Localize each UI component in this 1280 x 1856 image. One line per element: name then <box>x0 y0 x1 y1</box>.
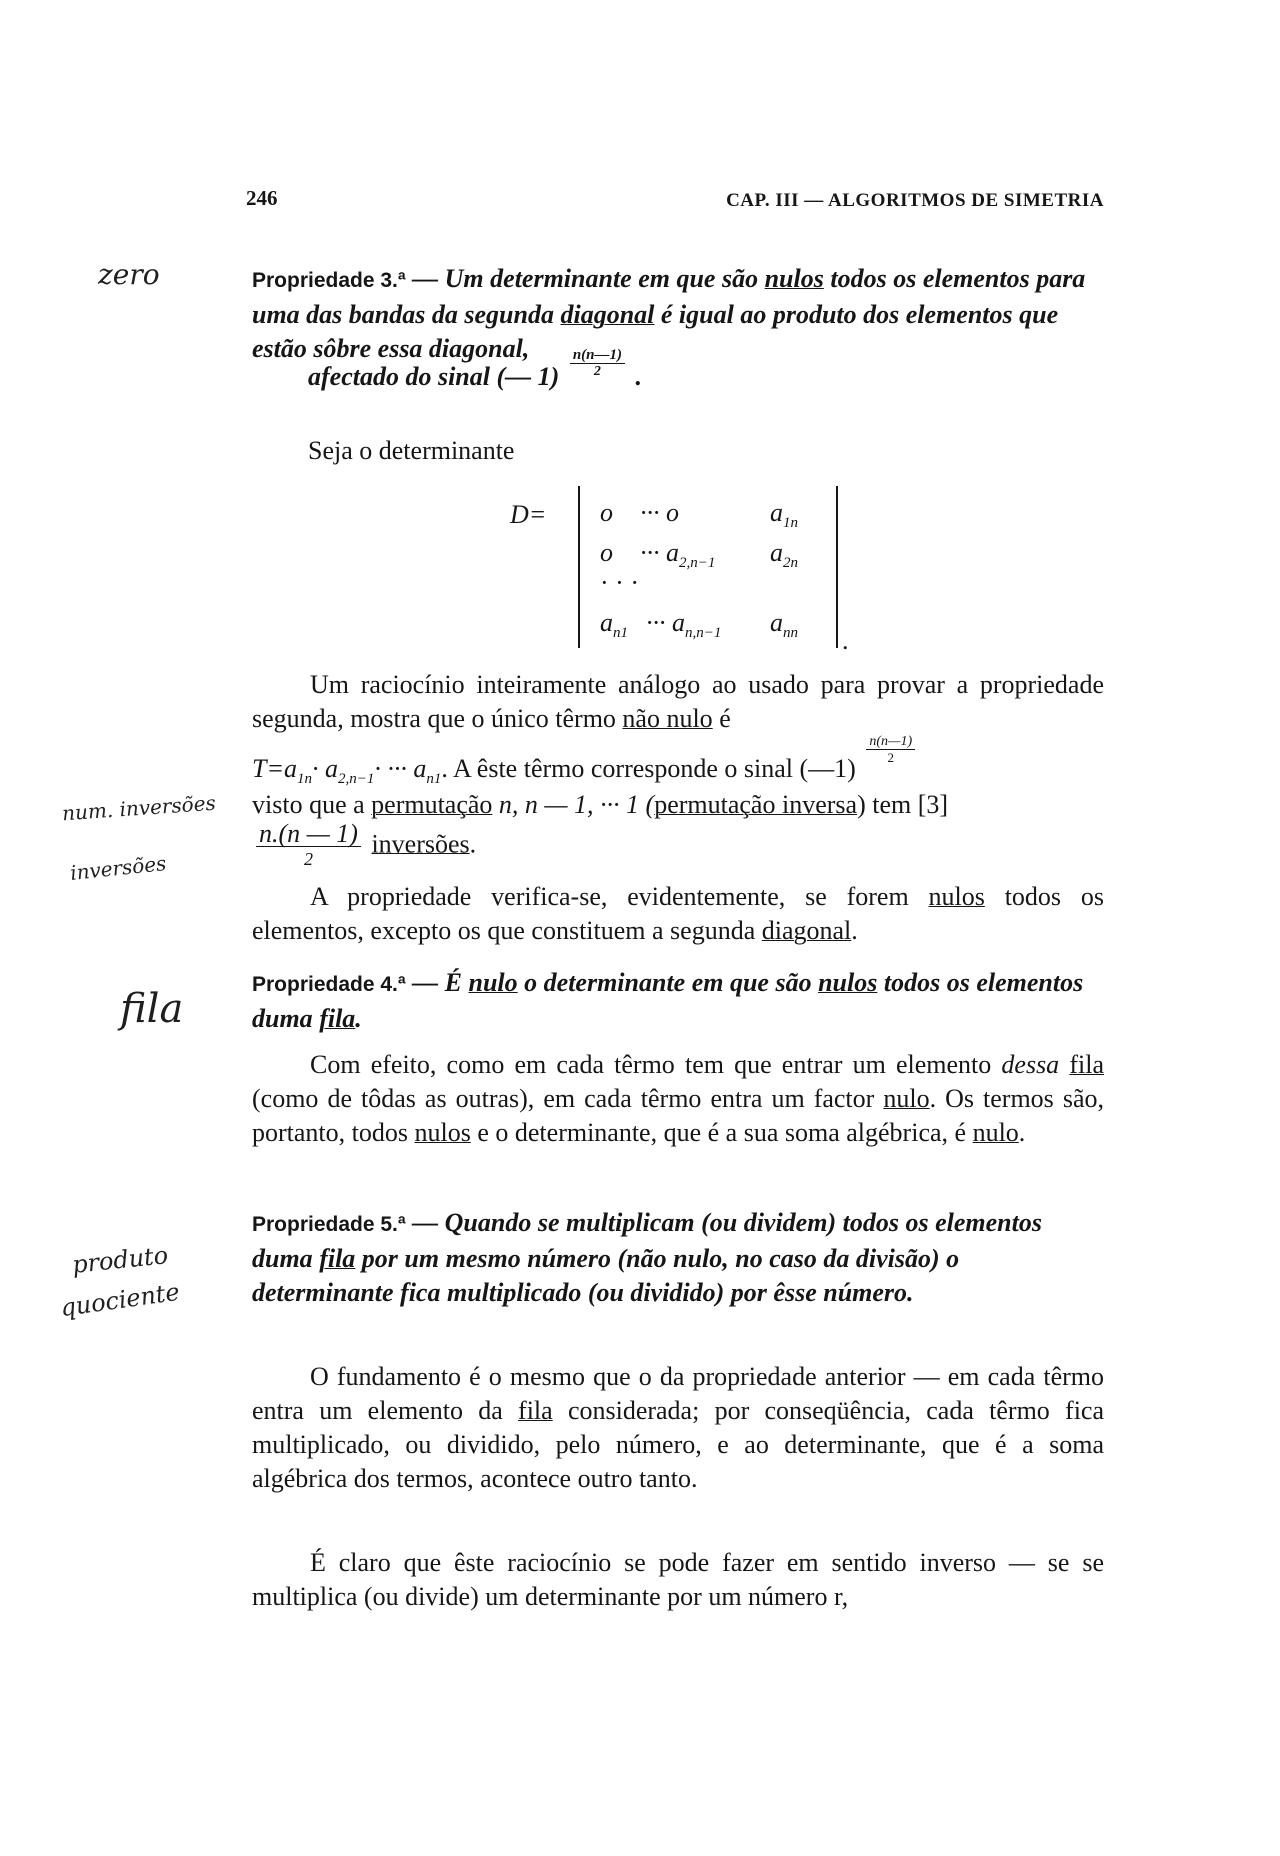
margin-note-zero: zero <box>98 258 160 291</box>
para1-permutacao: permutação <box>371 790 493 819</box>
det-cell-r2c2 <box>640 538 715 572</box>
chapter-title: CAP. III — ALGORITMOS DE SIMETRIA <box>726 190 1104 211</box>
para4-text-b: considerada; por conseqüência, cada têrmo fica multiplicado, ou dividido, pelo número, e ao determinante, que é a soma algébrica dos termos, acontece outro tanto. <box>252 1396 1104 1493</box>
seja-text: Seja o determinante <box>308 436 515 465</box>
para3-text-c: . Os termos são, portanto, todos <box>252 1084 1104 1147</box>
para1-exp-den: 2 <box>887 749 894 765</box>
property-3-text-a: Um determinante em que são <box>444 264 765 293</box>
para3-dessa: dessa <box>1001 1050 1060 1079</box>
det-r1c3-sub: 1n <box>783 515 798 531</box>
det-cell-r1c3 <box>770 498 798 532</box>
det-r4c3-sub: nn <box>783 625 798 641</box>
para3-text-e: . <box>1018 1118 1026 1147</box>
property-3-exponent-den: 2 <box>593 363 601 379</box>
property-3-sign-exponent <box>570 347 625 380</box>
property-4-nulos: nulos <box>818 968 878 997</box>
property-4-text-b: todos os elementos duma <box>252 968 1084 1033</box>
determinant-label: D= <box>510 500 547 529</box>
property-3 <box>252 262 1104 366</box>
det-cell-r4c2 <box>646 608 721 642</box>
property-3-sign-line <box>252 346 1104 396</box>
property-5 <box>252 1206 1104 1310</box>
para2-text-b: todos os elementos, excepto os que constituem a segunda <box>252 882 1104 945</box>
para1-exp-num: n(n—1) <box>866 734 915 750</box>
margin-note-produto: produto <box>70 1241 170 1279</box>
page-number: 246 <box>246 186 278 210</box>
property-4-text-a: o determinante em que são <box>517 968 819 997</box>
property-4-fila: fila <box>319 1004 356 1033</box>
para1-text-c: . A êste têrmo corresponde o sinal (—1) <box>441 754 856 783</box>
property-3-label: Propriedade 3.ª <box>252 269 406 292</box>
para1-text-a: Um raciocínio inteiramente análogo ao usado para provar a propriedade segunda, mostra que o único têrmo <box>252 670 1104 733</box>
det-r4c1-base: a <box>600 608 613 637</box>
para1-fraction <box>256 819 361 871</box>
det-cell-r1c2: ··· o <box>640 498 679 527</box>
para1-text-d: visto que a <box>252 790 372 819</box>
det-r2c2-base: ··· a <box>640 538 679 567</box>
margin-note-quociente: quociente <box>58 1277 182 1323</box>
para1-text-f: ) tem [3] <box>857 790 949 819</box>
para1-t-dots: · ··· a <box>374 754 427 783</box>
para4-fila: fila <box>518 1396 553 1425</box>
property-3-text-c: é igual ao produto dos elementos que estão sôbre essa diagonal, <box>252 300 1059 363</box>
para3-text-d: e o determinante, que é a sua soma algébrica, é <box>470 1118 973 1147</box>
para1-frac-num: n.(n — 1) <box>256 822 361 847</box>
paragraph-1-inversions-line <box>252 819 1104 871</box>
determinant-left-bar <box>578 486 580 648</box>
property-4-e: É <box>444 968 469 997</box>
para2-nulos: nulos <box>928 882 985 911</box>
para3-fila: fila <box>1069 1050 1104 1079</box>
det-r2c3-base: a <box>770 538 783 567</box>
det-r4c2-sub: n,n−1 <box>685 625 722 641</box>
det-cell-r4c1 <box>600 608 628 642</box>
property-5-label: Propriedade 5.ª <box>252 1213 406 1236</box>
determinant <box>500 476 900 655</box>
para2-diagonal: diagonal <box>761 916 852 945</box>
para1-permutacao-inversa: permutação inversa <box>654 790 858 819</box>
property-5-text-a: Quando se multiplicam (ou dividem) todos os elementos duma <box>252 1208 1042 1273</box>
para1-t-sub3: n1 <box>426 771 442 787</box>
property-5-fila: fila <box>319 1244 356 1273</box>
margin-note-fila: fila <box>120 986 184 1032</box>
para1-t-sub2: 2,n−1 <box>338 771 375 787</box>
para1-text-e: n, n — 1, ··· 1 ( <box>492 790 655 819</box>
para3-nulo: nulo <box>883 1084 930 1113</box>
para2-text-a: A propriedade verifica-se, evidentemente, se forem <box>310 882 929 911</box>
det-cell-r2c3 <box>770 538 798 572</box>
property-3-end: . <box>629 362 642 391</box>
para1-text-g: . <box>469 829 477 859</box>
determinant-end-dot: . <box>842 626 849 655</box>
property-4 <box>252 966 1104 1036</box>
para1-nao-nulo: não nulo <box>622 704 713 733</box>
margin-note-inversoes: inversões <box>69 851 168 885</box>
property-5-dash: — <box>405 1208 445 1237</box>
det-r2c3-sub: 2n <box>783 555 798 571</box>
property-3-exponent-num: n(n—1) <box>570 347 625 364</box>
para1-t-sub1: 1n <box>297 771 313 787</box>
property-4-label: Propriedade 4.ª <box>252 973 406 996</box>
para1-frac-den: 2 <box>303 849 313 869</box>
para1-sign-exponent <box>866 734 915 765</box>
det-r4c1-sub: n1 <box>613 625 628 641</box>
property-3-text-b: todos os elementos para uma das bandas da segunda <box>252 264 1086 329</box>
det-r4c3-base: a <box>770 608 783 637</box>
property-3-diagonal: diagonal <box>560 300 655 329</box>
para1-text-b: é <box>712 704 731 733</box>
property-4-dash: — <box>405 968 445 997</box>
det-cell-r3c1: · · · <box>600 568 639 597</box>
para2-text-c: . <box>851 916 858 945</box>
para3-nulos: nulos <box>414 1118 471 1147</box>
para1-t-mid: · a <box>312 754 339 783</box>
property-4-nulo: nulo <box>468 968 518 997</box>
para1-inversoes: inversões <box>371 829 470 859</box>
property-5-text-b: por um mesmo número (não nulo, no caso da divisão) o determinante fica multiplicado (ou dividido) por êsse número. <box>252 1244 960 1307</box>
margin-note-num-inversoes: num. inversões <box>61 790 217 826</box>
property-3-sign: afectado do sinal (— 1) <box>308 362 560 391</box>
det-cell-r1c1: o <box>600 498 613 527</box>
para4-text-a: O fundamento é o mesmo que o da propriedade anterior — em cada têrmo entra um elemento da <box>252 1362 1104 1425</box>
property-3-nulos: nulos <box>764 264 824 293</box>
det-cell-r2c1: o <box>600 538 613 567</box>
para3-nulo2: nulo <box>972 1118 1019 1147</box>
para3-text-b: (como de tôdas as outras), em cada têrmo entra um factor <box>252 1084 884 1113</box>
property-4-text-c: . <box>355 1004 362 1033</box>
paragraph-4 <box>252 1360 1104 1496</box>
paragraph-2 <box>252 880 1104 948</box>
para1-t-formula: T=a <box>252 754 298 783</box>
para3-text-a: Com efeito, como em cada têrmo tem que entrar um elemento <box>310 1050 1002 1079</box>
det-r1c3-base: a <box>770 498 783 527</box>
det-r2c2-sub: 2,n−1 <box>679 555 716 571</box>
paragraph-1 <box>252 668 1104 736</box>
determinant-right-bar <box>836 486 838 648</box>
paragraph-5: É claro que êste raciocínio se pode fazer em sentido inverso — se se multiplica (ou divide) um determinante por um número r, <box>252 1548 1104 1611</box>
property-3-dash: — <box>405 264 445 293</box>
det-cell-r4c3 <box>770 608 798 642</box>
det-r4c2-base: ··· a <box>646 608 685 637</box>
paragraph-1-permutation-line <box>252 788 1104 822</box>
paragraph-3 <box>252 1048 1104 1150</box>
